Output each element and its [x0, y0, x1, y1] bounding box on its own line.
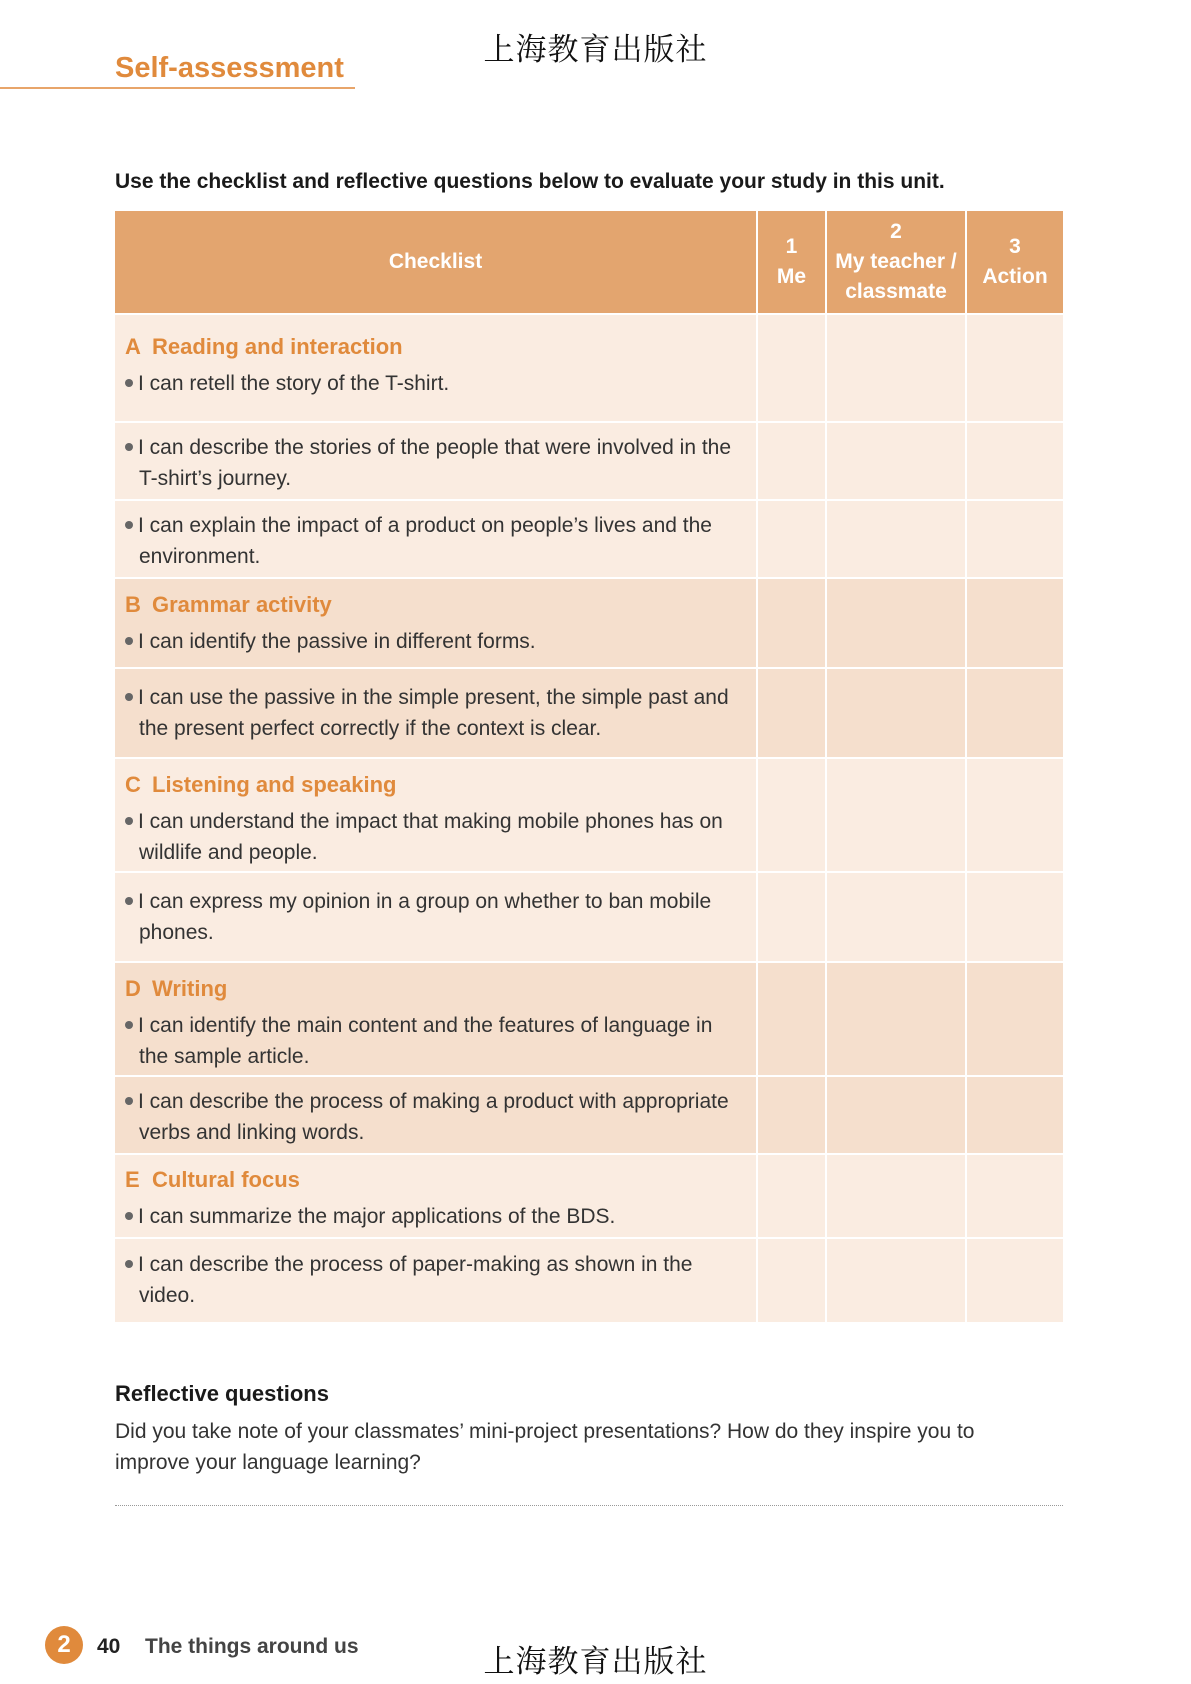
checklist-cell: [115, 1154, 757, 1238]
table-row: [115, 422, 1063, 500]
checklist-item: I can explain the impact of a product on people’s lives and the environment.: [125, 510, 746, 572]
checklist-item: I can describe the stories of the people that were involved in the T-shirt’s journey.: [125, 432, 746, 494]
me-cell[interactable]: [757, 1154, 826, 1238]
teacher-cell[interactable]: [826, 758, 966, 872]
reflective-questions-heading: Reflective questions: [115, 1381, 329, 1406]
checklist-cell: [115, 668, 757, 758]
answer-line[interactable]: [115, 1505, 1063, 1506]
table-row: [115, 314, 1063, 422]
action-cell[interactable]: [966, 1076, 1063, 1154]
section-heading: D Writing: [125, 976, 228, 1001]
header-checklist: Checklist: [115, 211, 757, 314]
bullet-icon: [125, 443, 133, 451]
table-row: [115, 578, 1063, 668]
teacher-cell[interactable]: [826, 1238, 966, 1322]
bullet-icon: [125, 1021, 133, 1029]
bullet-icon: [125, 637, 133, 645]
bullet-icon: [125, 521, 133, 529]
teacher-cell[interactable]: [826, 314, 966, 422]
header-action: 3 Action: [966, 211, 1063, 314]
checklist-cell: [115, 422, 757, 500]
checklist-cell: [115, 578, 757, 668]
section-title: Self-assessment: [115, 52, 344, 84]
unit-number-badge: 2: [45, 1626, 83, 1664]
checklist-cell: [115, 314, 757, 422]
reflective-questions-text: Did you take note of your classmates’ mini-project presentations? How do they inspire you to improve your language learning?: [115, 1420, 975, 1474]
teacher-cell[interactable]: [826, 872, 966, 962]
action-cell[interactable]: [966, 758, 1063, 872]
section-heading: B Grammar activity: [125, 592, 332, 617]
bullet-icon: [125, 379, 133, 387]
action-cell[interactable]: [966, 668, 1063, 758]
teacher-cell[interactable]: [826, 668, 966, 758]
me-cell[interactable]: [757, 500, 826, 578]
me-cell[interactable]: [757, 962, 826, 1076]
me-cell[interactable]: [757, 668, 826, 758]
me-cell[interactable]: [757, 758, 826, 872]
publisher-watermark-bottom: 上海教育出版社: [483, 1644, 708, 1680]
section-heading: E Cultural focus: [125, 1167, 300, 1192]
teacher-cell[interactable]: [826, 1154, 966, 1238]
checklist-cell: [115, 1238, 757, 1322]
checklist-item: I can retell the story of the T-shirt.: [125, 368, 746, 399]
teacher-cell[interactable]: [826, 422, 966, 500]
checklist-cell: [115, 1076, 757, 1154]
checklist-item: I can describe the process of paper-making as shown in the video.: [125, 1249, 746, 1311]
section-heading: C Listening and speaking: [125, 772, 397, 797]
checklist-item: I can understand the impact that making mobile phones has on wildlife and people.: [125, 806, 746, 868]
me-cell[interactable]: [757, 872, 826, 962]
teacher-cell[interactable]: [826, 1076, 966, 1154]
checklist-cell: [115, 500, 757, 578]
checklist-item: I can describe the process of making a product with appropriate verbs and linking words.: [125, 1086, 746, 1148]
table-row: [115, 962, 1063, 1076]
bullet-icon: [125, 1097, 133, 1105]
bullet-icon: [125, 693, 133, 701]
table-row: [115, 872, 1063, 962]
action-cell[interactable]: [966, 314, 1063, 422]
checklist-table: [115, 211, 1063, 1322]
table-header-row: [115, 211, 1063, 314]
unit-title: The things around us: [145, 1635, 359, 1658]
action-cell[interactable]: [966, 500, 1063, 578]
table-row: [115, 1076, 1063, 1154]
header-me: 1 Me: [757, 211, 826, 314]
checklist-item: I can use the passive in the simple present, the simple past and the present perfect correctly if the context is clear.: [125, 682, 746, 744]
bullet-icon: [125, 897, 133, 905]
action-cell[interactable]: [966, 578, 1063, 668]
table-row: [115, 758, 1063, 872]
action-cell[interactable]: [966, 962, 1063, 1076]
table-row: [115, 1154, 1063, 1238]
table-row: [115, 1238, 1063, 1322]
teacher-cell[interactable]: [826, 500, 966, 578]
title-underline: [0, 87, 355, 89]
header-teacher-classmate: 2 My teacher / classmate: [826, 211, 966, 314]
checklist-item: I can express my opinion in a group on whether to ban mobile phones.: [125, 886, 746, 948]
action-cell[interactable]: [966, 1154, 1063, 1238]
me-cell[interactable]: [757, 1238, 826, 1322]
action-cell[interactable]: [966, 1238, 1063, 1322]
me-cell[interactable]: [757, 422, 826, 500]
action-cell[interactable]: [966, 422, 1063, 500]
action-cell[interactable]: [966, 872, 1063, 962]
section-heading: A Reading and interaction: [125, 334, 403, 359]
page-number: 40: [97, 1635, 121, 1658]
instruction-text: Use the checklist and reflective questions below to evaluate your study in this unit.: [115, 170, 945, 193]
table-row: [115, 500, 1063, 578]
checklist-cell: [115, 962, 757, 1076]
me-cell[interactable]: [757, 314, 826, 422]
bullet-icon: [125, 817, 133, 825]
bullet-icon: [125, 1212, 133, 1220]
teacher-cell[interactable]: [826, 578, 966, 668]
checklist-cell: [115, 758, 757, 872]
me-cell[interactable]: [757, 578, 826, 668]
table-row: [115, 668, 1063, 758]
checklist-item: I can identify the passive in different forms.: [125, 626, 746, 657]
teacher-cell[interactable]: [826, 962, 966, 1076]
bullet-icon: [125, 1260, 133, 1268]
checklist-item: I can summarize the major applications of the BDS.: [125, 1201, 746, 1232]
publisher-watermark-top: 上海教育出版社: [483, 32, 708, 68]
checklist-item: I can identify the main content and the features of language in the sample article.: [125, 1010, 746, 1072]
checklist-cell: [115, 872, 757, 962]
me-cell[interactable]: [757, 1076, 826, 1154]
